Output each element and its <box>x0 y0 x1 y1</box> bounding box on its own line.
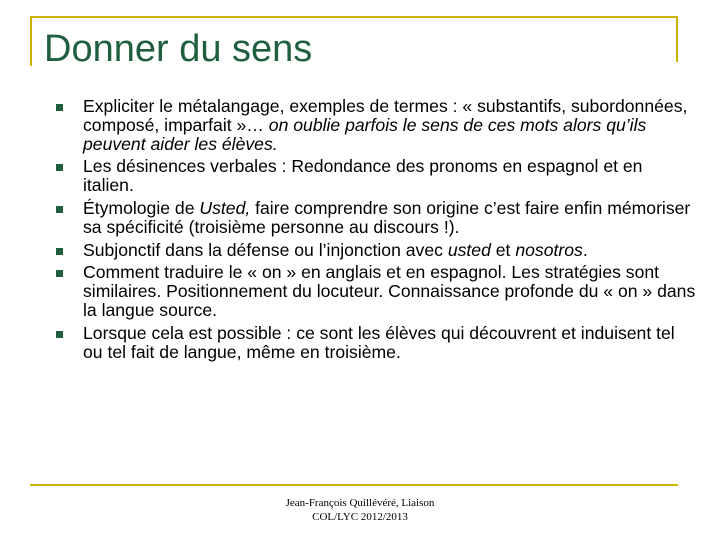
bullet-list <box>56 97 696 365</box>
bullet-item <box>56 241 696 260</box>
title-frame-right-line <box>676 16 678 62</box>
bullet-text-segment: Subjonctif dans la défense ou l’injonction avec <box>83 239 448 260</box>
title-frame-left-line <box>30 16 32 66</box>
bullet-text-segment: nosotros <box>515 239 583 260</box>
bullet-text-segment: . <box>582 239 588 260</box>
bullet-text-segment: usted <box>447 239 491 260</box>
bullet-text-segment: Les désinences verbales : Redondance des pronoms en espagnol et en italien. <box>83 156 643 196</box>
bullet-text-segment: Usted, <box>199 197 251 218</box>
square-bullet-icon <box>56 248 63 255</box>
square-bullet-icon <box>56 270 63 277</box>
bullet-text-segment: Expliciter le métalangage, exemples de termes : « substantifs, subordonnées, composé, imparfait »… <box>83 96 688 135</box>
bullet-text-segment: Étymologie de <box>83 197 200 218</box>
bullet-item <box>56 97 696 153</box>
slide-title: Donner du sens <box>44 28 313 70</box>
bullet-text-segment: et <box>490 239 516 260</box>
bullet-item <box>56 157 696 195</box>
square-bullet-icon <box>56 206 63 213</box>
footer-course: COL/LYC 2012/2013 <box>312 511 408 523</box>
bullet-text-segment: faire comprendre son origine c’est faire enfin mémoriser sa spécificité (troisième personne au discours !). <box>83 197 691 237</box>
footer-author: Jean-François Quillévéré, Liaison <box>285 497 435 509</box>
square-bullet-icon <box>56 164 63 171</box>
bullet-item <box>56 263 696 319</box>
bullet-item <box>56 324 696 362</box>
footer <box>200 496 520 524</box>
bullet-text-segment: Lorsque cela est possible : ce sont les élèves qui découvrent et induisent tel ou tel fait de langue, même en troisième. <box>83 322 675 362</box>
title-frame-top-line <box>30 16 678 18</box>
bullet-text-segment: Comment traduire le « on » en anglais et en espagnol. Les stratégies sont similaires. Positionnement du locuteur. Connaissance profonde du « on » dans la langue source. <box>83 262 696 320</box>
bullet-text-segment: on oublie parfois le sens de ces mots alors qu’ils peuvent aider les élèves. <box>83 114 647 154</box>
footer-rule <box>30 484 678 486</box>
bullet-item <box>56 199 696 237</box>
square-bullet-icon <box>56 104 63 111</box>
square-bullet-icon <box>56 331 63 338</box>
